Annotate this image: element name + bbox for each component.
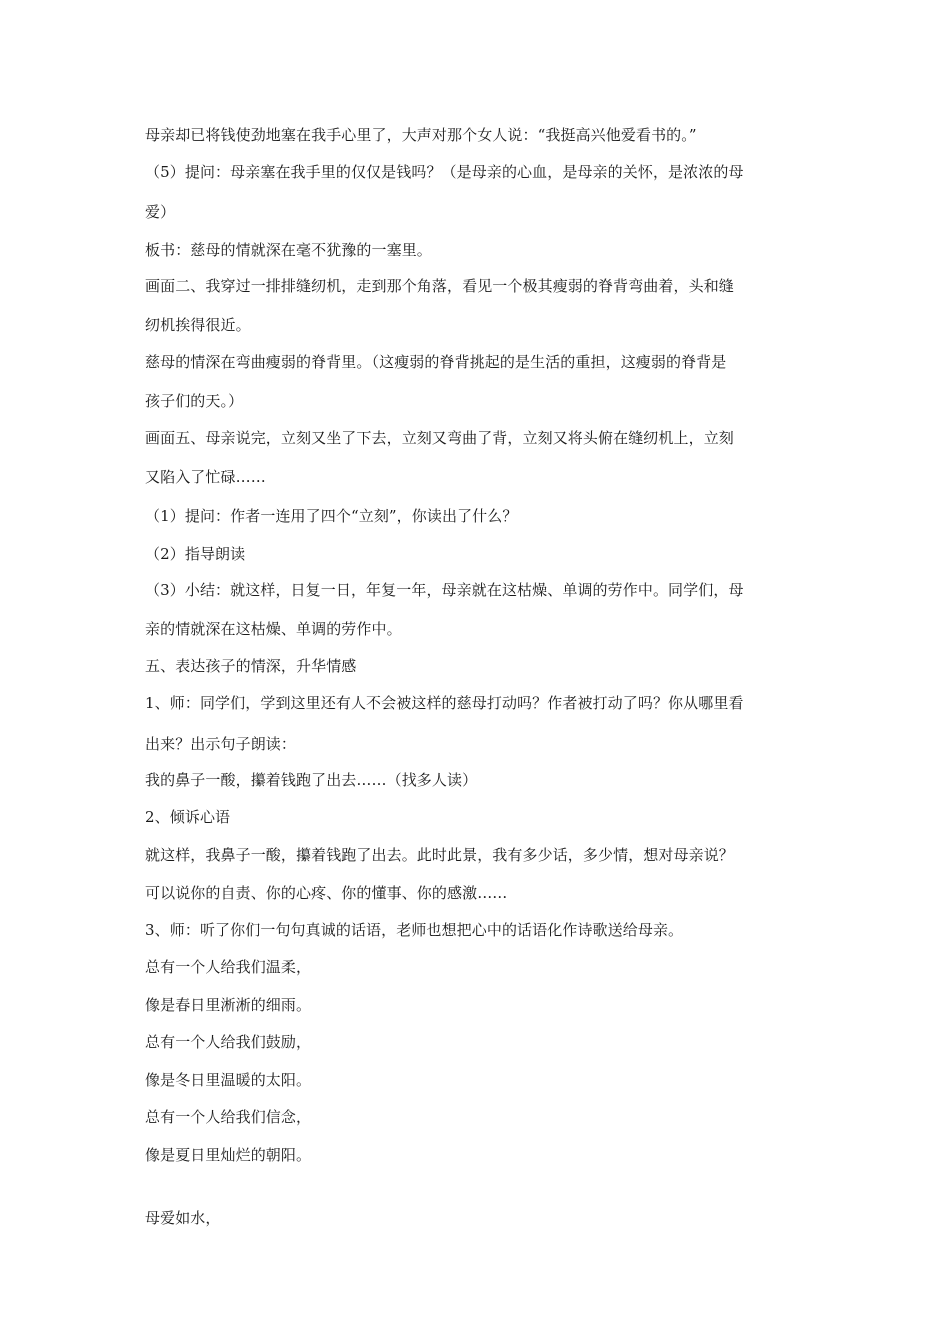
poem-line: 像是春日里淅淅的细雨。 xyxy=(145,996,312,1014)
poem-line: 总有一个人给我们信念， xyxy=(145,1108,312,1126)
paragraph-line: 3、师：听了你们一句句真诚的话语，老师也想把心中的话语化作诗歌送给母亲。 xyxy=(145,921,684,939)
paragraph-line: 1、师：同学们，学到这里还有人不会被这样的慈母打动吗？作者被打动了吗？你从哪里看 xyxy=(145,694,744,712)
paragraph-line: 孩子们的天。） xyxy=(145,392,244,410)
poem-line: 像是冬日里温暖的太阳。 xyxy=(145,1071,312,1089)
paragraph-line: 画面五、母亲说完，立刻又坐了下去，立刻又弯曲了背，立刻又将头俯在缝纫机上，立刻 xyxy=(145,429,734,447)
section-heading: 五、表达孩子的情深，升华情感 xyxy=(145,657,357,675)
paragraph-line: 出来？出示句子朗读： xyxy=(145,735,297,753)
paragraph-line: 我的鼻子一酸，攥着钱跑了出去……（找多人读） xyxy=(145,771,478,789)
paragraph-line: 画面二、我穿过一排排缝纫机，走到那个角落，看见一个极其瘦弱的脊背弯曲着，头和缝 xyxy=(145,277,734,295)
paragraph-line: 母亲却已将钱使劲地塞在我手心里了，大声对那个女人说：“我挺高兴他爱看书的。” xyxy=(145,126,697,144)
poem-line: 总有一个人给我们鼓励， xyxy=(145,1033,312,1051)
paragraph-line: 纫机挨得很近。 xyxy=(145,316,251,334)
paragraph-line: 慈母的情深在弯曲瘦弱的脊背里。（这瘦弱的脊背挑起的是生活的重担，这瘦弱的脊背是 xyxy=(145,353,727,371)
paragraph-line: （2）指导朗读 xyxy=(145,545,246,563)
paragraph-line: 亲的情就深在这枯燥、单调的劳作中。 xyxy=(145,620,402,638)
paragraph-line: （3）小结：就这样，日复一日，年复一年，母亲就在这枯燥、单调的劳作中。同学们，母 xyxy=(145,581,744,599)
paragraph-line: 又陷入了忙碌…… xyxy=(145,468,266,486)
paragraph-line: 可以说你的自责、你的心疼、你的懂事、你的感激…… xyxy=(145,884,508,902)
paragraph-line: 2、倾诉心语 xyxy=(145,808,231,826)
paragraph-line: 爱） xyxy=(145,203,176,221)
poem-line: 像是夏日里灿烂的朝阳。 xyxy=(145,1146,312,1164)
poem-line: 总有一个人给我们温柔， xyxy=(145,958,312,976)
paragraph-line: （1）提问：作者一连用了四个“立刻”，你读出了什么？ xyxy=(145,507,518,525)
poem-line: 母爱如水， xyxy=(145,1209,221,1227)
paragraph-line: 就这样，我鼻子一酸，攥着钱跑了出去。此时此景，我有多少话，多少情，想对母亲说？ xyxy=(145,846,734,864)
paragraph-line: （5）提问：母亲塞在我手里的仅仅是钱吗？（是母亲的心血，是母亲的关怀，是浓浓的母 xyxy=(145,163,744,181)
paragraph-line: 板书：慈母的情就深在毫不犹豫的一塞里。 xyxy=(145,241,432,259)
